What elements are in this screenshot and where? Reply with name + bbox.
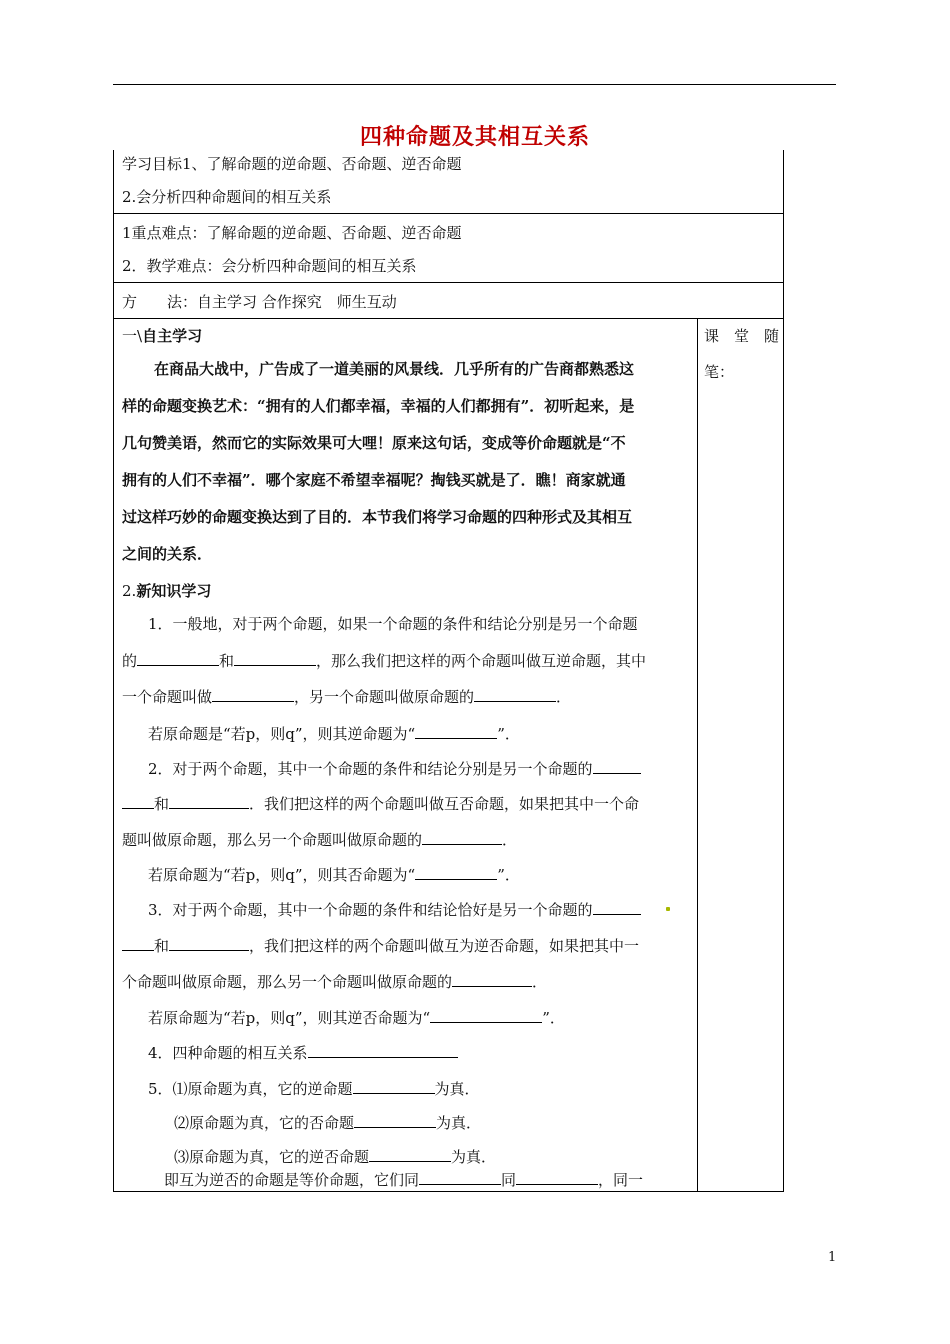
fill-blank[interactable] xyxy=(415,724,497,739)
intro-line-6: 之间的关系． xyxy=(122,545,213,563)
p3-line-b: 和 ，我们把这样的两个命题叫做互为逆否命题，如果把其中一 xyxy=(122,935,639,956)
intro-line-4: 拥有的人们不幸福”．哪个家庭不希望幸福呢？掏钱买就是了．瞧！商家就通 xyxy=(122,471,626,489)
method-row xyxy=(113,283,784,319)
difficulty-row xyxy=(113,214,784,283)
p6-line: 即互为逆否的命题是等价命题，它们同 同 ，同一 xyxy=(164,1171,644,1189)
section2-title: 新知识学习 xyxy=(136,582,212,600)
side-note-line-2: 笔： xyxy=(704,363,735,381)
p1-line-c: 一个命题叫做 ，另一个命题叫做原命题的 ． xyxy=(122,688,572,706)
fill-blank[interactable] xyxy=(430,1008,542,1023)
section2-heading xyxy=(122,580,211,601)
p2-line-b: 和 ．我们把这样的两个命题叫做互否命题，如果把其中一个命 xyxy=(122,793,639,814)
fill-blank[interactable] xyxy=(593,900,641,915)
fill-blank[interactable] xyxy=(353,1079,435,1094)
p3-line-d: 若原命题为“若p，则q”，则其逆否命题为“ ”． xyxy=(148,1009,565,1027)
p4-line: 4．四种命题的相互关系 xyxy=(148,1042,458,1063)
section2-prefix: 2. xyxy=(122,582,137,600)
fill-blank[interactable] xyxy=(137,651,219,666)
goals-line-2: 2.会分析四种命题间的相互关系 xyxy=(122,188,332,206)
fill-blank[interactable] xyxy=(234,651,316,666)
fill-blank[interactable] xyxy=(212,687,294,702)
fill-blank[interactable] xyxy=(122,936,154,951)
p3-line-a: 3．对于两个命题，其中一个命题的条件和结论恰好是另一个命题的 xyxy=(148,899,641,920)
ink-speck xyxy=(666,907,670,911)
fill-blank[interactable] xyxy=(516,1170,598,1185)
fill-blank[interactable] xyxy=(308,1043,458,1058)
section1-prefix: 一\ xyxy=(122,327,143,345)
fill-blank[interactable] xyxy=(593,759,641,774)
difficulty-line-1: 1重点难点：了解命题的逆命题、否命题、逆否命题 xyxy=(122,224,462,242)
fill-blank[interactable] xyxy=(169,936,249,951)
intro-line-2: 样的命题变换艺术：“拥有的人们都幸福，幸福的人们都拥有”．初听起来，是 xyxy=(122,397,635,415)
p1-line-b: 的 和 ，那么我们把这样的两个命题叫做互逆命题，其中 xyxy=(122,652,647,670)
side-divider xyxy=(697,319,698,1192)
goals-line-1: 学习目标1、了解命题的逆命题、否命题、逆否命题 xyxy=(122,155,462,173)
method-text: 自主学习 合作探究 师生互动 xyxy=(197,293,397,311)
p1-line-a: 1．一般地，对于两个命题，如果一个命题的条件和结论分别是另一个命题 xyxy=(148,615,638,633)
fill-blank[interactable] xyxy=(422,830,502,845)
fill-blank[interactable] xyxy=(354,1113,436,1128)
p5-item-3: ⑶原命题为真，它的逆否命题 为真． xyxy=(174,1148,497,1166)
fill-blank[interactable] xyxy=(419,1170,501,1185)
section1-heading xyxy=(122,325,202,346)
fill-blank[interactable] xyxy=(415,865,497,880)
intro-line-3: 几句赞美语，然而它的实际效果可大哩！原来这句话，变成等价命题就是“不 xyxy=(122,434,626,452)
p3-line-c: 个命题叫做原命题，那么另一个命题叫做原命题的 ． xyxy=(122,973,548,991)
p1-line-d: 若原命题是“若p，则q”，则其逆命题为“ ”． xyxy=(148,725,520,743)
goals-row xyxy=(113,150,784,214)
p2-line-d: 若原命题为“若p，则q”，则其否命题为“ ”． xyxy=(148,866,520,884)
page-number: 1 xyxy=(828,1250,837,1265)
fill-blank[interactable] xyxy=(122,794,154,809)
method-line xyxy=(122,291,397,312)
intro-line-5: 过这样巧妙的命题变换达到了目的．本节我们将学习命题的四种形式及其相互 xyxy=(122,508,633,526)
section1-title: 自主学习 xyxy=(142,327,203,345)
difficulty-line-2: 2．教学难点：会分析四种命题间的相互关系 xyxy=(122,257,417,275)
p2-line-a: 2．对于两个命题，其中一个命题的条件和结论分别是另一个命题的 xyxy=(148,758,641,779)
fill-blank[interactable] xyxy=(169,794,249,809)
p2-line-c: 题叫做原命题，那么另一个命题叫做原命题的 ． xyxy=(122,831,518,849)
intro-line-1: 在商品大战中，广告成了一道美丽的风景线．几乎所有的广告商都熟悉这 xyxy=(154,360,635,378)
fill-blank[interactable] xyxy=(452,972,532,987)
p5-item-1: 5．⑴原命题为真，它的逆命题 为真． xyxy=(148,1080,480,1098)
page-title: 四种命题及其相互关系 xyxy=(359,124,590,150)
method-label: 方 法： xyxy=(122,293,198,311)
side-note-line-1: 课 堂 随 xyxy=(704,327,780,345)
header-rule xyxy=(113,84,836,85)
fill-blank[interactable] xyxy=(369,1147,451,1162)
p5-item-2: ⑵原命题为真，它的否命题 为真． xyxy=(174,1114,482,1132)
main-row xyxy=(113,319,784,1192)
fill-blank[interactable] xyxy=(474,687,556,702)
